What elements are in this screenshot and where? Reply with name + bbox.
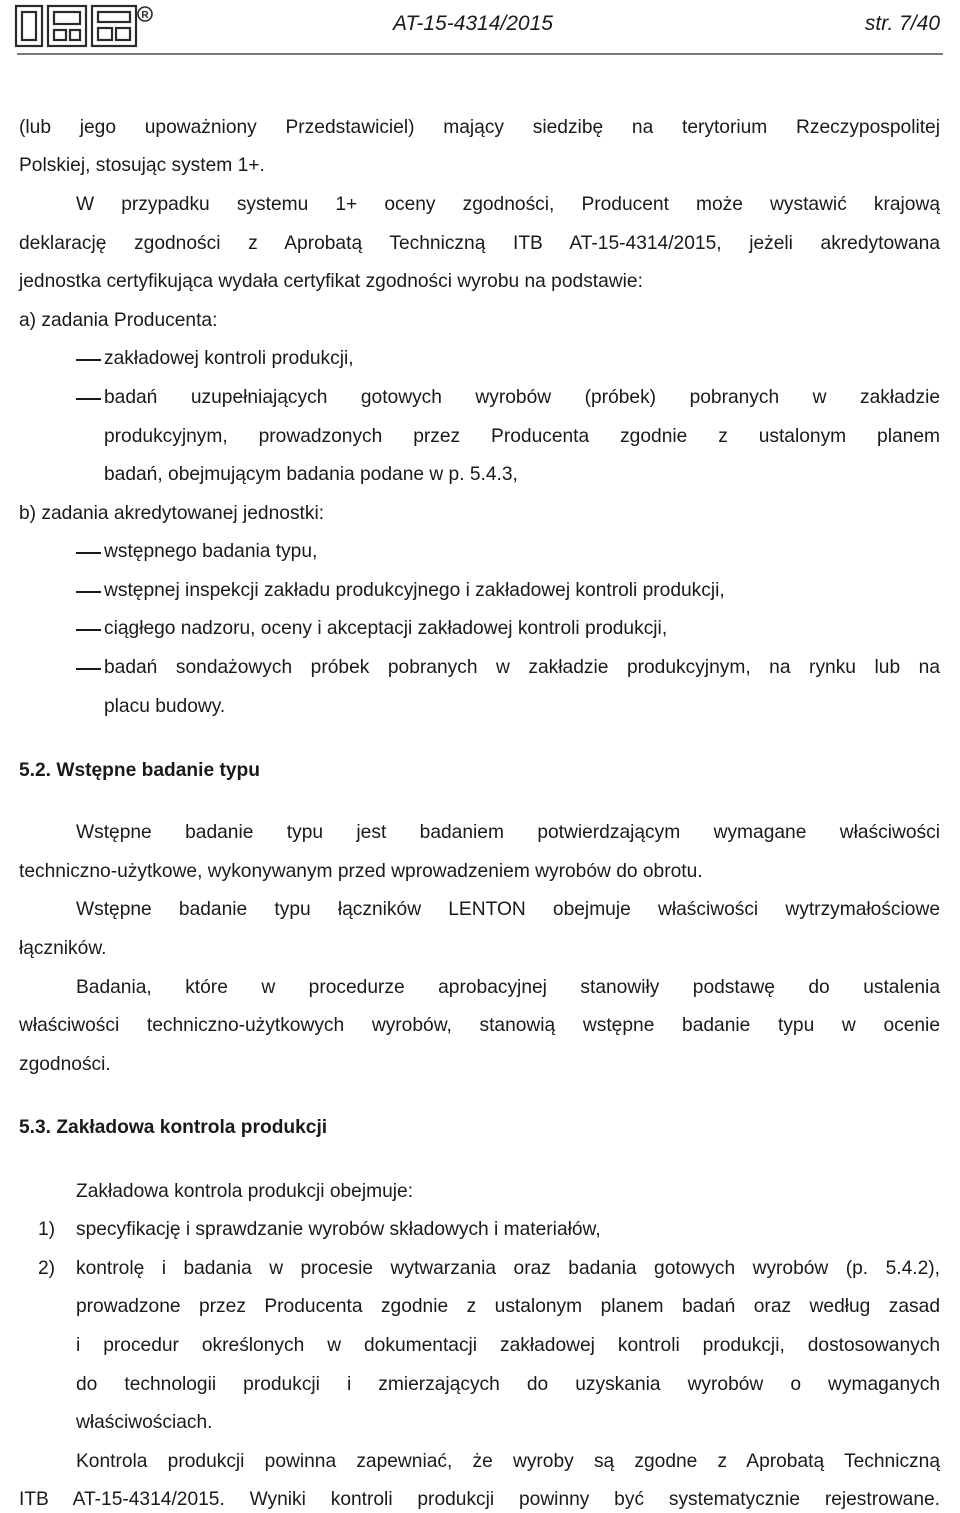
list-item: wstępnego badania typu,	[104, 541, 318, 562]
paragraph-line: Wstępne badanie typu jest badaniem potwierdzającym wymagane właściwości	[76, 822, 940, 843]
list-item-continued: placu budowy.	[104, 696, 226, 717]
paragraph-line: ITB AT-15-4314/2015. Wyniki kontroli produkcji powinny być systematycznie rejestrowane.	[19, 1489, 940, 1510]
list-item-continued: produkcyjnym, prowadzonych przez Producenta zgodnie z ustalonym planem	[104, 426, 940, 447]
list-dash	[76, 552, 101, 554]
paragraph-line: Badania, które w procedurze aprobacyjnej stanowiły podstawę do ustalenia	[76, 977, 940, 998]
list-item: ciągłego nadzoru, oceny i akceptacji zakładowej kontroli produkcji,	[104, 618, 668, 639]
list-item: wstępnej inspekcji zakładu produkcyjnego i zakładowej kontroli produkcji,	[104, 580, 725, 601]
itb-logo-icon	[14, 4, 154, 50]
paragraph-line: Wstępne badanie typu łączników LENTON obejmuje właściwości wytrzymałościowe	[76, 899, 940, 920]
section-heading: 5.2. Wstępne badanie typu	[19, 760, 260, 781]
paragraph-line: łączników.	[19, 938, 107, 959]
paragraph-line: (lub jego upoważniony Przedstawiciel) mający siedzibę na terytorium Rzeczypospolitej	[19, 117, 940, 138]
paragraph-line: Polskiej, stosując system 1+.	[19, 155, 265, 176]
list-item-continued: prowadzone przez Producenta zgodnie z ustalonym planem badań oraz według zasad	[76, 1296, 940, 1317]
list-number: 2)	[38, 1258, 56, 1279]
list-item-continued: i procedur określonych w dokumentacji zakładowej kontroli produkcji, dostosowanych	[76, 1335, 940, 1356]
list-number: 1)	[38, 1219, 56, 1240]
list-label: a) zadania Producenta:	[19, 310, 218, 331]
list-label: b) zadania akredytowanej jednostki:	[19, 503, 325, 524]
paragraph-line: zgodności.	[19, 1054, 111, 1075]
header-page-number: str. 7/40	[864, 12, 940, 35]
header-divider	[17, 53, 943, 55]
list-item: badań uzupełniających gotowych wyrobów (próbek) pobranych w zakładzie	[104, 387, 940, 408]
list-item: kontrolę i badania w procesie wytwarzania oraz badania gotowych wyrobów (p. 5.4.2),	[76, 1258, 940, 1279]
paragraph-line: Kontrola produkcji powinna zapewniać, że wyroby są zgodne z Aprobatą Techniczną	[76, 1451, 940, 1472]
paragraph-line: jednostka certyfikująca wydała certyfikat zgodności wyrobu na podstawie:	[19, 271, 643, 292]
section-heading: 5.3. Zakładowa kontrola produkcji	[19, 1117, 328, 1138]
paragraph-line: techniczno-użytkowe, wykonywanym przed wprowadzeniem wyrobów do obrotu.	[19, 861, 703, 882]
list-dash	[76, 398, 101, 400]
paragraph-line: Zakładowa kontrola produkcji obejmuje:	[76, 1181, 414, 1202]
list-item: zakładowej kontroli produkcji,	[104, 348, 354, 369]
paragraph-line: W przypadku systemu 1+ oceny zgodności, Producent może wystawić krajową	[76, 194, 940, 215]
paragraph-line: deklarację zgodności z Aprobatą Techniczną ITB AT-15-4314/2015, jeżeli akredytowana	[19, 233, 940, 254]
list-dash	[76, 668, 101, 670]
list-dash	[76, 359, 101, 361]
list-dash	[76, 629, 101, 631]
paragraph-line: właściwości techniczno-użytkowych wyrobów, stanowią wstępne badanie typu w ocenie	[19, 1015, 940, 1036]
list-item-continued: do technologii produkcji i zmierzających do uzyskania wyrobów o wymaganych	[76, 1374, 940, 1395]
header-document-code: AT-15-4314/2015	[393, 12, 553, 35]
list-dash	[76, 591, 101, 593]
list-item: specyfikację i sprawdzanie wyrobów składowych i materiałów,	[76, 1219, 601, 1240]
list-item: badań sondażowych próbek pobranych w zakładzie produkcyjnym, na rynku lub na	[104, 657, 940, 678]
list-item-continued: właściwościach.	[76, 1412, 213, 1433]
list-item-continued: badań, obejmującym badania podane w p. 5.4.3,	[104, 464, 518, 485]
svg-text:R: R	[141, 10, 149, 21]
